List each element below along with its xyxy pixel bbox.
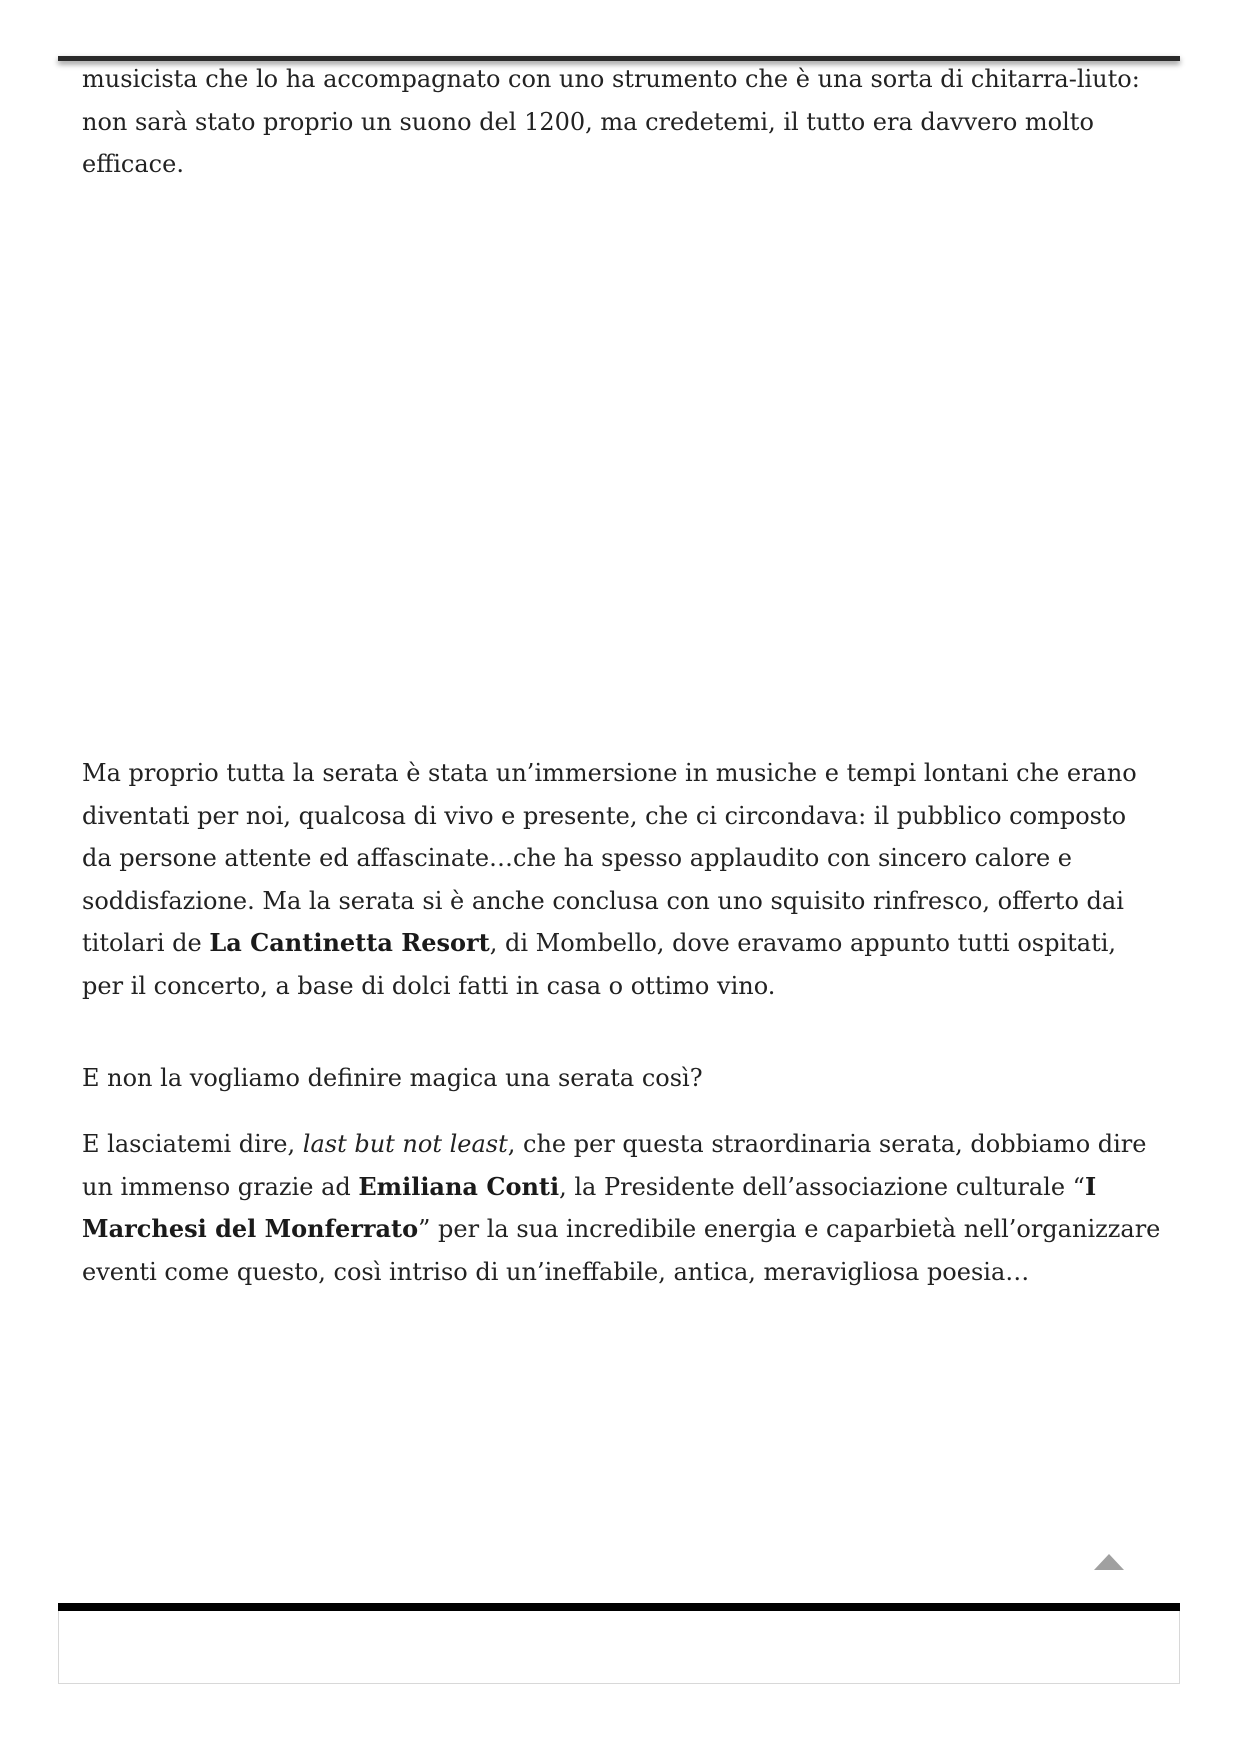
header-bar [58, 56, 1180, 61]
article-paragraph-1 [82, 58, 1162, 186]
italic-phrase: last but not least [302, 1130, 508, 1158]
paragraph-text: musicista che lo ha accompagnato con uno strumento che è una sorta di chitarra-liuto: non sarà stato proprio un suono del 1200, ma credetemi, il tutto era davvero molto efficace. [82, 65, 1140, 178]
association-name: I Marchesi del Monferrato [82, 1171, 1097, 1243]
paragraph-text: E non la vogliamo definire magica una serata così? [82, 1064, 703, 1092]
article-paragraph-4 [82, 1123, 1162, 1293]
paragraph-text: Ma proprio tutta la serata è stata un’immersione in musiche e tempi lontani che erano diventati per noi, qualcosa di vivo e presente, che ci circondava: il pubblico composto da persone attente ed affascinate…che ha spesso applaudito con sincero calore e soddisfazione. Ma la serata si è anche conclusa con uno squisito rinfresco, offerto dai titolari de [82, 759, 1137, 957]
paragraph-text: , di Mombello, dove eravamo appunto tutti ospitati, per il concerto, a base di dolci fatti in casa o ottimo vino. [82, 929, 1117, 1000]
paragraph-text: , la Presidente dell’associazione culturale “ [559, 1172, 1085, 1201]
footer-area [58, 1611, 1180, 1684]
article-paragraph-3 [82, 1057, 1162, 1100]
embedded-media-placeholder [82, 206, 1162, 746]
paragraph-text: E lasciatemi dire, [82, 1130, 303, 1158]
back-to-top-button[interactable] [1092, 1552, 1126, 1574]
paragraph-text: , che per questa straordinaria serata, dobbiamo dire un immenso grazie ad [82, 1130, 1147, 1201]
triangle-up-icon [1092, 1552, 1126, 1574]
footer-divider [58, 1603, 1180, 1611]
article-paragraph-2 [82, 752, 1162, 1007]
venue-name: La Cantinetta Resort [209, 928, 490, 957]
paragraph-text: ” per la sua incredibile energia e caparbietà nell’organizzare eventi come questo, così intriso di un’ineffabile, antica, meravigliosa poesia… [82, 1215, 1161, 1286]
president-name: Emiliana Conti [358, 1171, 560, 1201]
